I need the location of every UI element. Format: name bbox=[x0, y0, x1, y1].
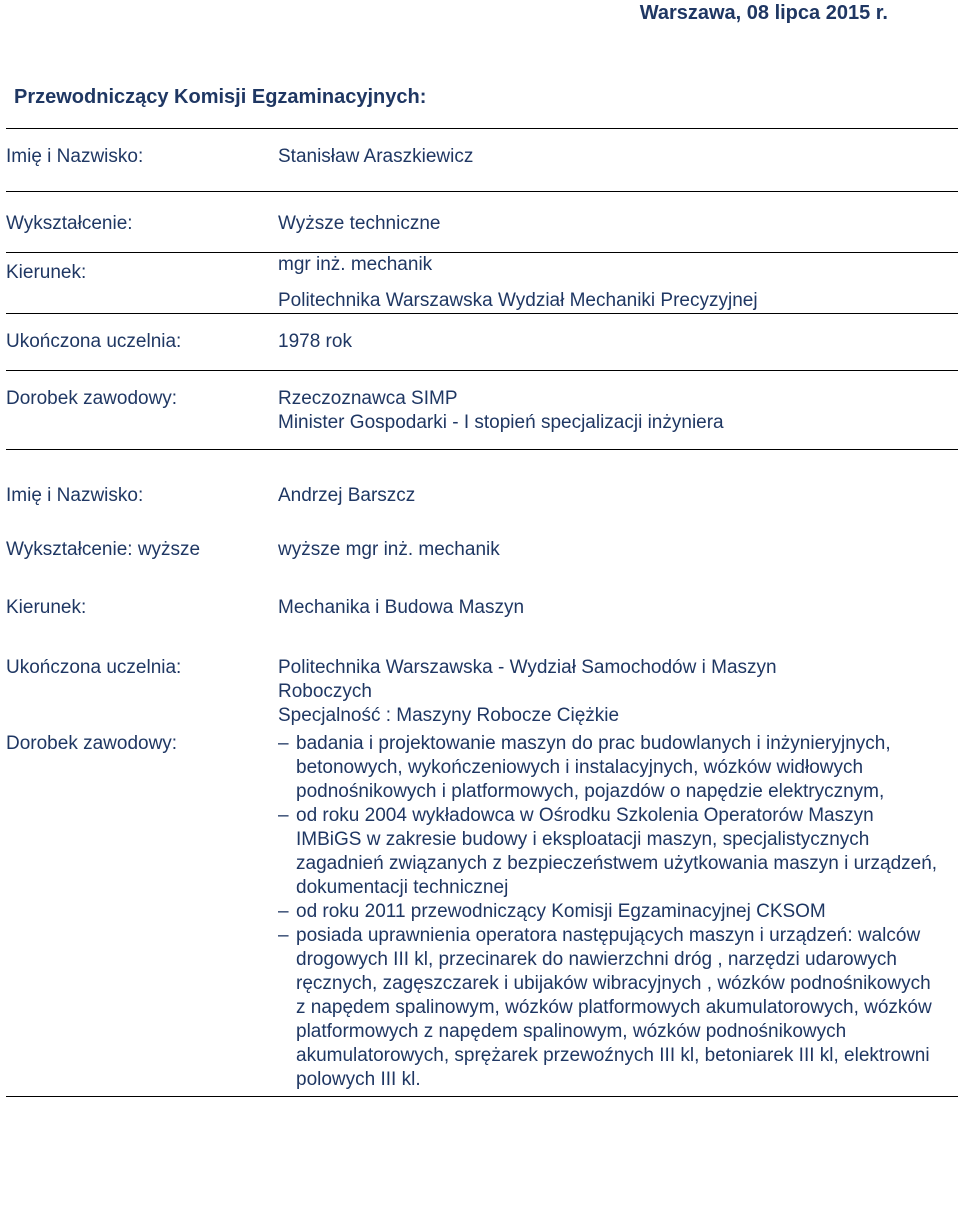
p2-uni-row bbox=[6, 632, 958, 728]
p1-uni-value: 1978 rok bbox=[278, 314, 958, 371]
p2-career-list bbox=[278, 728, 958, 1097]
p2-career-item-2: – od roku 2004 wykładowca w Ośrodku Szkolenia Operatorów Maszyn IMBiGS w zakresie budowy i eksploatacji maszyn, specjalistycznych zagadnień związanych z bezpieczeństwem użytkowania maszyn i urządzeń, dokumentacji technicznej bbox=[278, 805, 938, 898]
p2-uni-label: Ukończona uczelnia: bbox=[6, 657, 182, 678]
p2-edu-row bbox=[6, 514, 958, 572]
section-heading: Przewodniczący Komisji Egzaminacyjnych: bbox=[14, 86, 427, 108]
p2-uni-value bbox=[278, 632, 958, 728]
p2-edu-label: Wykształcenie: wyższe bbox=[6, 539, 201, 560]
p1-uni-label: Ukończona uczelnia: bbox=[6, 314, 278, 371]
p2-dir-value: Mechanika i Budowa Maszyn bbox=[278, 597, 525, 618]
p2-career-label: Dorobek zawodowy: bbox=[6, 728, 278, 1097]
p1-edu-line1: Wyższe techniczne bbox=[278, 213, 441, 234]
p2-dir-label: Kierunek: bbox=[6, 597, 87, 618]
p2-career-item-1: – badania i projektowanie maszyn do prac budowlanych i inżynieryjnych, betonowych, wykończeniowych i instalacyjnych, wózków widłowych podnośnikowych i platformowych, pojazdów o napędzie elektrycznym, bbox=[278, 733, 891, 802]
p1-name-value: Stanisław Araszkiewicz bbox=[278, 129, 958, 192]
p1-dir-text: Politechnika Warszawska Wydział Mechaniki Precyzyjnej bbox=[278, 290, 758, 311]
p2-uni-line2: Roboczych bbox=[278, 681, 372, 702]
p2-dir-row bbox=[6, 572, 958, 632]
p1-edu-row bbox=[6, 192, 958, 253]
p1-name-label: Imię i Nazwisko: bbox=[6, 129, 278, 192]
p2-career-item-3: – od roku 2011 przewodniczący Komisji Egzaminacyjnej CKSOM bbox=[278, 901, 826, 922]
p1-career-label: Dorobek zawodowy: bbox=[6, 371, 278, 450]
dash-icon: – bbox=[278, 733, 289, 754]
p1-dir-value bbox=[278, 253, 958, 314]
p2-uni-line3: Specjalność : Maszyny Robocze Ciężkie bbox=[278, 705, 620, 726]
p2-name-label: Imię i Nazwisko: bbox=[6, 450, 278, 515]
p1-dir-label: Kierunek: bbox=[6, 253, 278, 314]
p1-career-row bbox=[6, 371, 958, 450]
p1-edu-line2: mgr inż. mechanik bbox=[278, 254, 433, 275]
dash-icon: – bbox=[278, 805, 289, 826]
p1-dir-row bbox=[6, 253, 958, 314]
bio-table bbox=[6, 128, 958, 1097]
p1-name-row bbox=[6, 129, 958, 192]
document-date: Warszawa, 08 lipca 2015 r. bbox=[639, 2, 888, 24]
p1-edu-value bbox=[278, 192, 958, 253]
dash-icon: – bbox=[278, 925, 289, 946]
p2-name-row bbox=[6, 450, 958, 515]
p1-edu-label: Wykształcenie: bbox=[6, 192, 278, 253]
dash-icon: – bbox=[278, 901, 289, 922]
p2-career-row bbox=[6, 728, 958, 1097]
p2-uni-line1: Politechnika Warszawska - Wydział Samochodów i Maszyn bbox=[278, 657, 777, 678]
p2-name-value: Andrzej Barszcz bbox=[278, 450, 958, 515]
p1-career-line2: Minister Gospodarki - I stopień specjalizacji inżyniera bbox=[278, 412, 724, 433]
p1-career-value bbox=[278, 371, 958, 450]
p2-career-item-4: – posiada uprawnienia operatora następujących maszyn i urządzeń: walców drogowych III kl, przecinarek do nawierzchni dróg , narzędzi udarowych ręcznych, zagęszczarek i ubijaków wibracyjnych , wózków podnośnikowych z napędem spalinowym, wózków platformowych akumulatorowych, wózków platformowych z napędem spalinowym, wózków podnośnikowych akumulatorowych, sprężarek przewoźnych III kl, betoniarek III kl, elektrowni polowych III kl. bbox=[278, 925, 932, 1090]
p2-edu-value: wyższe mgr inż. mechanik bbox=[278, 539, 500, 560]
p1-career-line1: Rzeczoznawca SIMP bbox=[278, 388, 458, 409]
p1-uni-row bbox=[6, 314, 958, 371]
